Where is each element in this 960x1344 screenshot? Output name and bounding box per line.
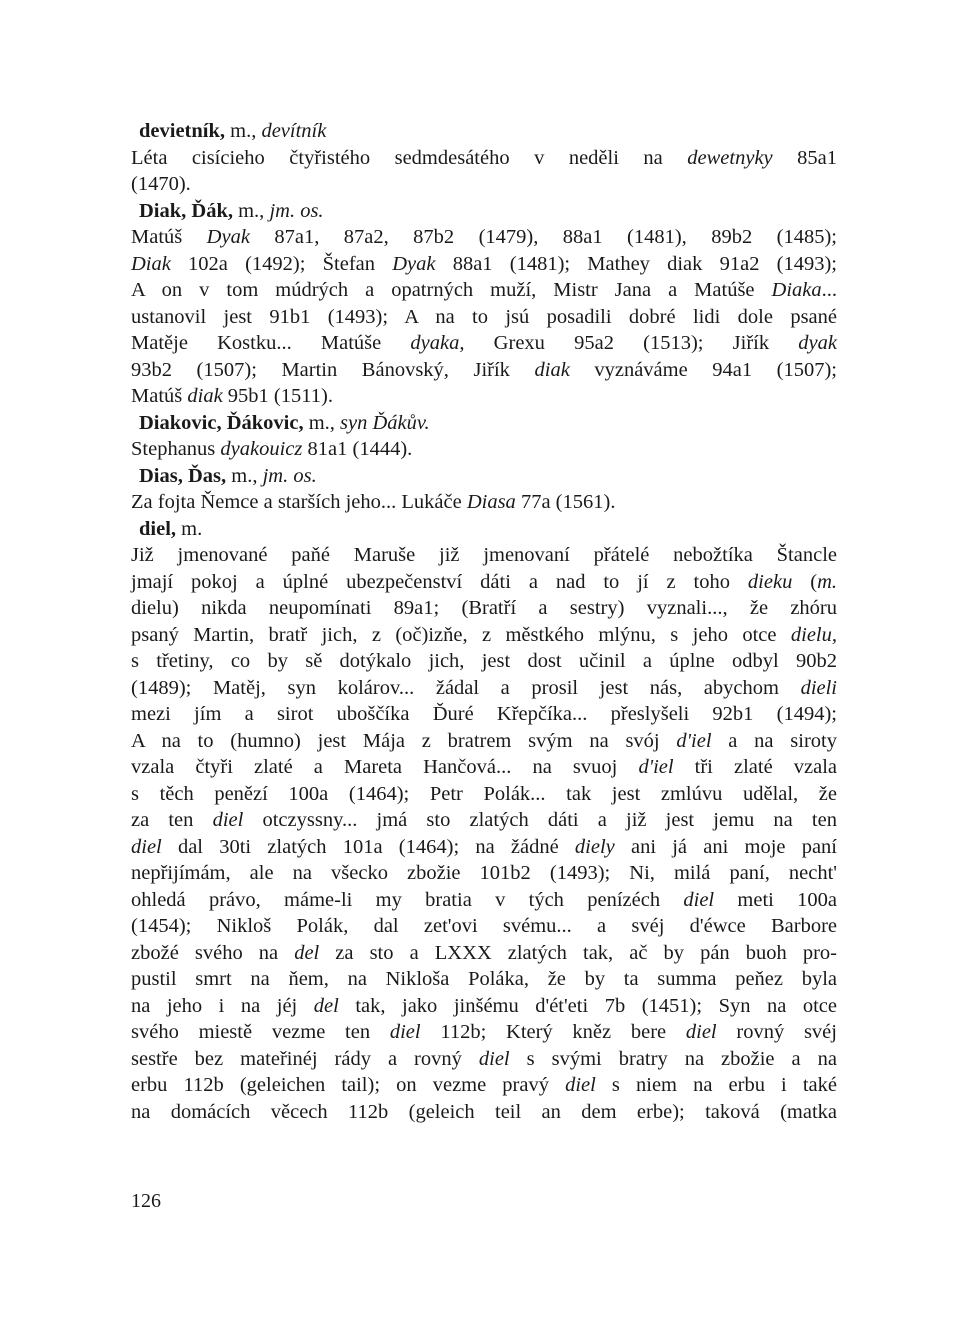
text-run: ustanovil jest 91b1 (1493); A na to jsú posadili dobré lidi dole psané (131, 305, 837, 328)
headword: Diak, Ďák, (139, 199, 233, 222)
text-line (131, 383, 837, 410)
text-line (131, 834, 837, 861)
text-run: 81a1 (1444). (302, 438, 413, 460)
text-run: tři zlaté vzala (673, 756, 838, 778)
italic-text: dieli (800, 676, 837, 699)
text-line (131, 542, 837, 569)
italic-text: diely (574, 835, 615, 858)
text-line (131, 622, 837, 649)
text-run: 85a1 (772, 146, 838, 169)
text-run: mezi jím a sirot uboščíka Ďuré Křepčíka... přeslyšeli 92b1 (1494); (131, 703, 837, 725)
text-line (131, 675, 837, 702)
text-line (131, 171, 837, 198)
italic-text: dieku (747, 570, 793, 593)
text-line (131, 807, 837, 834)
text-run: (1470). (131, 173, 191, 195)
text-line (131, 781, 837, 808)
text-line (131, 489, 837, 516)
text-run: s svými bratry na zbožie a na (509, 1047, 837, 1070)
text-run: A na to (humno) jest Mája z bratrem svým na svój (131, 729, 677, 752)
text-run: Matěje Kostku... Matúše (131, 332, 411, 354)
text-line (131, 701, 837, 728)
italic-text: diel (685, 1021, 717, 1043)
text-run: erbu 112b (geleichen tail); on vezme pravý (131, 1074, 566, 1096)
text-run: 102a (1492); Štefan (170, 252, 393, 275)
text-run: m., (232, 199, 270, 222)
text-run: 87a1, 87a2, 87b2 (1479), 88a1 (1481), 89b2 (1485); (249, 226, 838, 248)
text-run: Grexu 95a2 (1513); Jiřík (464, 332, 799, 354)
text-line (131, 966, 837, 993)
text-run: za ten (131, 809, 213, 831)
italic-text: Diasa (466, 491, 516, 513)
italic-text: diak (534, 358, 570, 381)
italic-text: d'iel (676, 729, 712, 752)
text-run: zbožé svého na (131, 941, 295, 964)
italic-text: dyak (798, 332, 837, 354)
italic-text: dyaka, (410, 332, 465, 354)
page-number: 126 (131, 1190, 161, 1212)
text-line (131, 330, 837, 357)
text-run: Stephanus (131, 438, 221, 460)
italic-text: dyakouicz (220, 438, 303, 460)
text-line (131, 198, 837, 225)
text-run: svého miestě vezme ten (131, 1021, 390, 1043)
text-run: nepřijímám, ale na všecko zbožie 101b2 (1493); Ni, milá paní, necht' (131, 862, 837, 884)
text-line (131, 595, 837, 622)
text-run: ohledá právo, máme-li my bratia v tých penízéch (131, 888, 684, 911)
text-run: Již jmenované paňé Maruše již jmenovaní přátelé nebožtíka Štancle (131, 544, 837, 566)
text-line (131, 887, 837, 914)
italic-text: dewetnyky (687, 146, 773, 169)
text-run: meti 100a (714, 888, 838, 911)
text-run: 112b; Který kněz bere (420, 1021, 686, 1043)
headword: devietník, (139, 120, 225, 142)
text-run: ( (792, 570, 818, 593)
text-line (131, 728, 837, 755)
italic-text: d'iel (638, 756, 674, 778)
italic-text: jm. os. (269, 199, 324, 222)
text-run: tak, jako jinšému d'ét'eti 7b (1451); Syn na otce (338, 994, 837, 1017)
text-run: a na siroty (711, 729, 837, 752)
text-run: Léta cisícieho čtyřistého sedmdesátého v neděli na (131, 146, 688, 169)
text-run: s těch penězí 100a (1464); Petr Polák... tak jest zmlúvu udělal, že (131, 782, 837, 805)
text-run: m., (226, 464, 263, 487)
text-run: 77a (1561). (515, 491, 616, 513)
text-run: (1489); Matěj, syn kolárov... žádal a prosil jest nás, abychom (131, 676, 801, 699)
text-line (131, 357, 837, 384)
text-line (131, 913, 837, 940)
text-line (131, 754, 837, 781)
text-line (131, 224, 837, 251)
text-run: Matúš (131, 226, 207, 248)
text-run: ... (821, 279, 837, 301)
text-run: rovný svéj (716, 1021, 837, 1043)
text-run: s třetiny, co by sě dotýkalo jich, jest dost učinil a úplne odbyl 90b2 (131, 650, 837, 672)
text-run: Za fojta Ňemce a starších jeho... Lukáče (131, 491, 467, 513)
text-line (131, 145, 837, 172)
headword: Diakovic, Ďákovic, (139, 411, 304, 434)
italic-text: diak (187, 385, 223, 407)
text-run: vyznáváme 94a1 (1507); (569, 358, 837, 381)
text-run: jmají pokoj a úplné ubezpečenství dáti a nad to jí z toho (131, 570, 748, 593)
text-run: (1454); Nikloš Polák, dal zet'ovi svému... a svéj d'éwce Barbore (131, 915, 837, 937)
italic-text: diel (683, 888, 715, 911)
text-run: otczyssny... jmá sto zlatých dáti a již jest jemu na ten (243, 809, 837, 831)
text-run: m. (176, 517, 203, 540)
text-run: s niem na erbu i také (595, 1074, 837, 1096)
text-line (131, 569, 837, 596)
italic-text: diel (565, 1074, 596, 1096)
italic-text: diel (389, 1021, 421, 1043)
text-run: 95b1 (1511). (222, 385, 333, 407)
text-run: ani já ani moje paní (614, 835, 837, 858)
dictionary-text (131, 118, 837, 1125)
headword: diel, (139, 517, 177, 540)
text-line (131, 410, 837, 437)
text-run: sestře bez mateřinéj rády a rovný (131, 1047, 479, 1070)
italic-text: Dyak (206, 226, 250, 248)
text-run: dielu) nikda neupomínati 89a1; (Bratří a sestry) vyznali..., že zhóru (131, 597, 837, 619)
text-run: vzala čtyři zlaté a Mareta Hančová... na svuoj (131, 756, 639, 778)
italic-text: diel (478, 1047, 510, 1070)
italic-text: syn Ďákův. (340, 411, 430, 434)
text-line (131, 277, 837, 304)
text-run: 93b2 (1507); Martin Bánovský, Jiřík (131, 358, 535, 381)
text-line (131, 1046, 837, 1073)
text-run: na domácích věcech 112b (geleich teil an dem erbe); taková (matka (131, 1100, 837, 1123)
headword: Dias, Ďas, (139, 464, 227, 487)
text-line (131, 993, 837, 1020)
italic-text: dielu, (790, 623, 837, 646)
text-line (131, 304, 837, 331)
text-run: dal 30ti zlatých 101a (1464); na žádné (161, 835, 575, 858)
italic-text: diel (212, 809, 244, 831)
italic-text: Diak (131, 252, 171, 275)
text-line (131, 1072, 837, 1099)
text-run: A on v tom múdrých a opatrných muží, Mistr Jana a Matúše (131, 279, 772, 301)
text-line (131, 648, 837, 675)
italic-text: del (294, 941, 320, 964)
text-line (131, 463, 837, 490)
text-run: m., (225, 120, 262, 142)
text-run: psaný Martin, bratř jich, z (oč)izňe, z městkého mlýnu, s jeho otce (131, 623, 791, 646)
text-line (131, 860, 837, 887)
text-line (131, 516, 837, 543)
text-line (131, 118, 837, 145)
italic-text: diel (131, 835, 162, 858)
text-run: m., (303, 411, 341, 434)
text-line (131, 1099, 837, 1126)
text-run: 88a1 (1481); Mathey diak 91a2 (1493); (435, 252, 838, 275)
text-line (131, 436, 837, 463)
text-run: na jeho i na jéj (131, 994, 314, 1017)
text-line (131, 251, 837, 278)
text-line (131, 940, 837, 967)
italic-text: Dyak (392, 252, 436, 275)
text-line (131, 1019, 837, 1046)
text-run: pustil smrt na ňem, na Nikloša Poláka, že by ta summa peňez byla (131, 968, 837, 990)
text-run: za sto a LXXX zlatých tak, ač by pán buoh pro- (319, 941, 837, 964)
italic-text: Diaka (771, 279, 822, 301)
italic-text: del (313, 994, 339, 1017)
text-run: Matúš (131, 385, 188, 407)
italic-text: m. (817, 570, 838, 593)
italic-text: devítník (261, 120, 327, 142)
italic-text: jm. os. (262, 464, 317, 487)
